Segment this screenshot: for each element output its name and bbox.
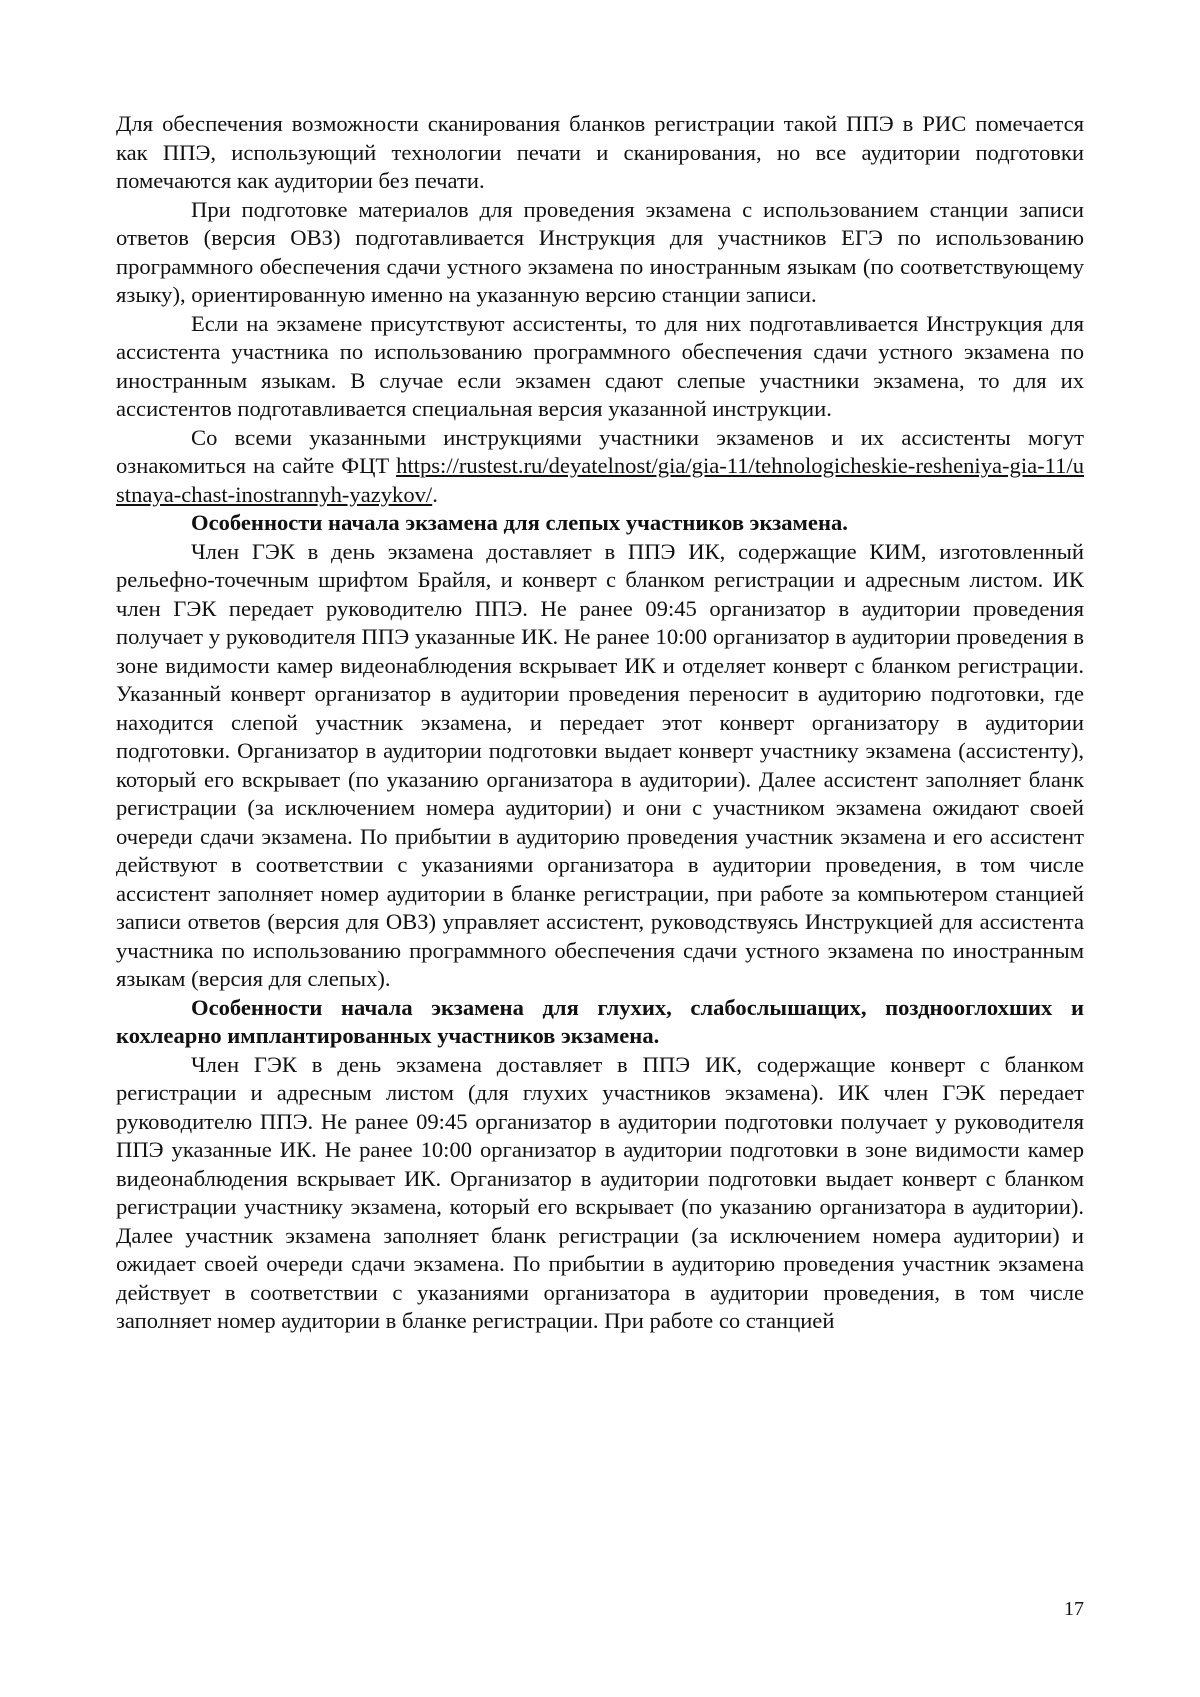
heading-blind-participants: Особенности начала экзамена для слепых участников экзамена. bbox=[191, 510, 848, 535]
paragraph-ppe-marking: Для обеспечения возможности сканирования бланков регистрации такой ППЭ в РИС помечается как ППЭ, использующий технологии печати и сканирования, но все аудитории подготовки помечаются как аудитории без печати. bbox=[116, 111, 1084, 193]
page-body bbox=[116, 110, 1084, 1336]
paragraph-ovz-instruction: При подготовке материалов для проведения экзамена с использованием станции записи ответов (версия ОВЗ) подготавливается Инструкция для участников ЕГЭ по использованию программного обеспечения сдачи устного экзамена по иностранным языкам (по соответствующему языку), ориентированную именно на указанную версию станции записи. bbox=[116, 196, 1084, 307]
paragraph-fct-site-end: . bbox=[432, 481, 438, 507]
paragraph-assistants: Если на экзамене присутствуют ассистенты, то для них подготавливается Инструкция для ассистента участника по использованию программного обеспечения сдачи устного экзамена по иностранным языкам. В случае если экзамен сдают слепые участники экзамена, то для их ассистентов подготавливается специальная версия указанной инструкции. bbox=[116, 310, 1084, 421]
paragraph-fct-site bbox=[116, 424, 1084, 510]
heading-deaf-participants: Особенности начала экзамена для глухих, слабослышащих, позднооглохших и кохлеарно имплантированных участников экзамена. bbox=[116, 994, 1084, 1048]
paragraph-deaf-procedure: Член ГЭК в день экзамена доставляет в ППЭ ИК, содержащие конверт с бланком регистрации и адресным листом (для глухих участников экзамена). ИК член ГЭК передает руководителю ППЭ. Не ранее 09:45 организатор в аудитории подготовки получает у руководителя ППЭ указанные ИК. Не ранее 10:00 организатор в аудитории подготовки в зоне видимости камер видеонаблюдения вскрывает ИК. Организатор в аудитории подготовки выдает конверт с бланком регистрации участнику экзамена, который его вскрывает (по указанию организатора в аудитории). Далее участник экзамена заполняет бланк регистрации (за исключением номера аудитории) и ожидает своей очереди сдачи экзамена. По прибытии в аудиторию проведения участник экзамена действует в соответствии с указаниями организатора в аудитории проведения, в том числе заполняет номер аудитории в бланке регистрации. При работе со станцией bbox=[116, 1051, 1084, 1333]
paragraph-blind-procedure: Член ГЭК в день экзамена доставляет в ППЭ ИК, содержащие КИМ, изготовленный рельефно-точечным шрифтом Брайля, и конверт с бланком регистрации и адресным листом. ИК член ГЭК передает руководителю ППЭ. Не ранее 09:45 организатор в аудитории проведения получает у руководителя ППЭ указанные ИК. Не ранее 10:00 организатор в аудитории проведения в зоне видимости камер видеонаблюдения вскрывает ИК и отделяет конверт с бланком регистрации. Указанный конверт организатор в аудитории проведения переносит в аудиторию подготовки, где находится слепой участник экзамена, и передает этот конверт организатору в аудитории подготовки. Организатор в аудитории подготовки выдает конверт участнику экзамена (ассистенту), который его вскрывает (по указанию организатора в аудитории). Далее ассистент заполняет бланк регистрации (за исключением номера аудитории) и они с участником экзамена ожидают своей очереди сдачи экзамена. По прибытии в аудиторию проведения участник экзамена и его ассистент действуют в соответствии с указаниями организатора в аудитории проведения, в том числе ассистент заполняет номер аудитории в бланке регистрации, при работе за компьютером станцией записи ответов (версия для ОВЗ) управляет ассистент, руководствуясь Инструкцией для ассистента участника по использованию программного обеспечения сдачи устного экзамена по иностранным языкам (версия для слепых). bbox=[116, 538, 1084, 991]
paragraph-fct-site-text: Со всеми указанными инструкциями участники экзаменов и их ассистенты могут ознакомиться на сайте ФЦТ bbox=[116, 424, 1084, 478]
fct-site-link[interactable]: https://rustest.ru/deyatelnost/gia/gia-11/tehnologicheskie-resheniya-gia-11/ustnaya-chast-inostrannyh-yazykov/ bbox=[116, 453, 1084, 507]
page-number: 17 bbox=[1064, 1598, 1084, 1620]
